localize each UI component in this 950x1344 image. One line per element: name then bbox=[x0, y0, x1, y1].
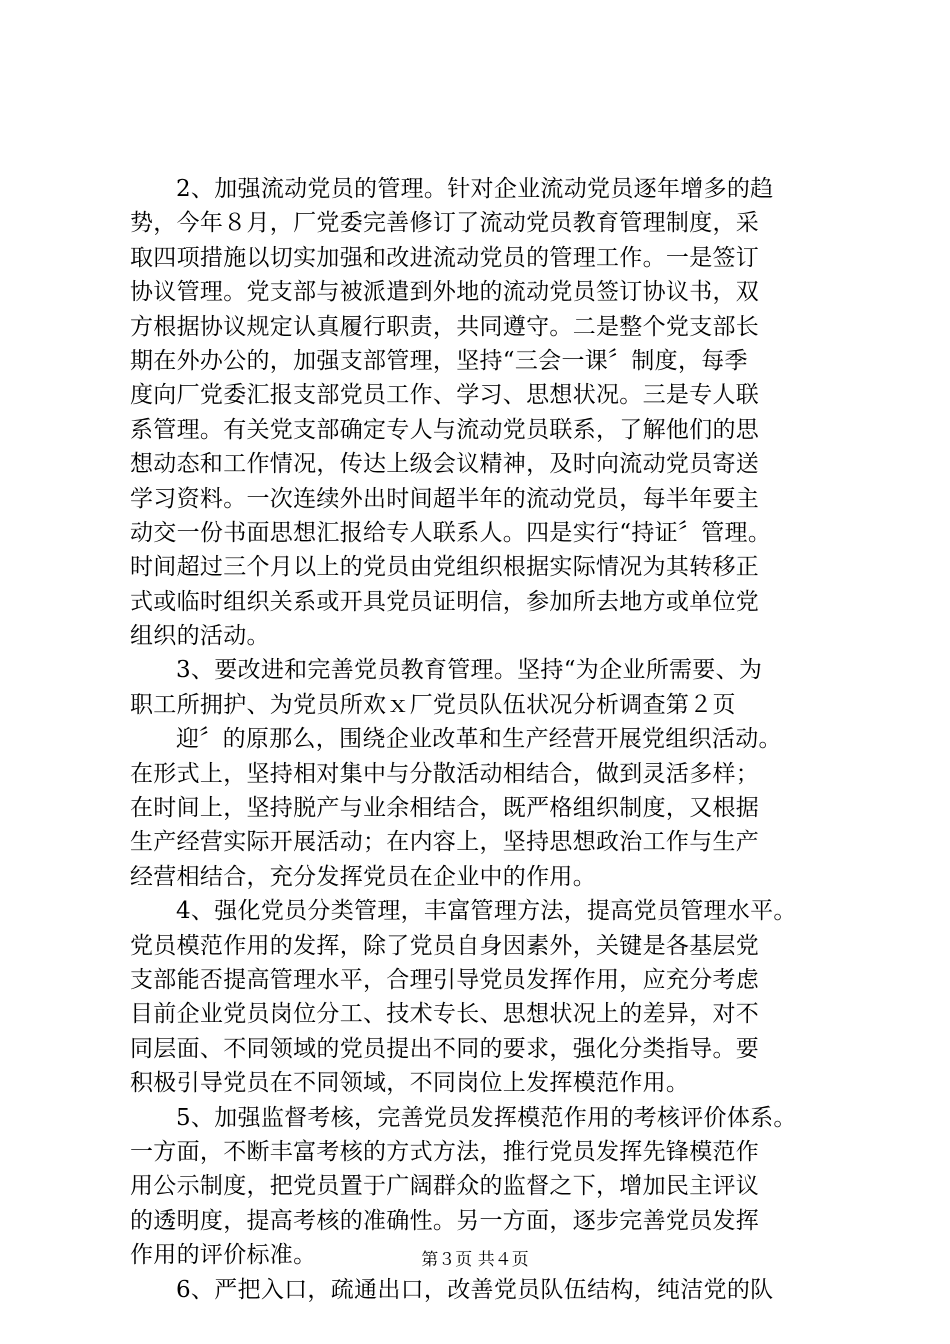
text-line: 积极引导党员在不同领域，不同岗位上发挥模范作用。 bbox=[130, 1070, 690, 1097]
text-line: 取四项措施以切实加强和改进流动党员的管理工作。一是签订 bbox=[130, 244, 760, 271]
text-line: 期在外办公的，加强支部管理，坚持“三会一课〞制度，每季 bbox=[130, 347, 748, 374]
text-line: 作用的评价标准。 bbox=[130, 1242, 317, 1269]
text-line: 6、严把入口，疏通出口，改善党员队伍结构，纯洁党的队 bbox=[176, 1276, 774, 1303]
text-line: 方根据协议规定认真履行职责，共同遵守。二是整个党支部长 bbox=[130, 313, 760, 340]
text-line: 4、强化党员分类管理，丰富管理方法，提高党员管理水平。 bbox=[176, 898, 797, 925]
text-line: 支部能否提高管理水平，合理引导党员发挥作用，应充分考虑 bbox=[130, 966, 760, 993]
text-line: 度向厂党委汇报支部党员工作、学习、思想状况。三是专人联 bbox=[130, 382, 760, 409]
text-line: 势，今年８月，厂党委完善修订了流动党员教育管理制度，采 bbox=[130, 210, 760, 237]
text-line: 目前企业党员岗位分工、技术专长、思想状况上的差异，对不 bbox=[130, 1001, 760, 1028]
text-line: 一方面，不断丰富考核的方式方法，推行党员发挥先锋模范作 bbox=[130, 1138, 760, 1165]
text-line: 在形式上，坚持相对集中与分散活动相结合，做到灵活多样； bbox=[130, 760, 760, 787]
text-line: 生产经营实际开展活动；在内容上，坚持思想政治工作与生产 bbox=[130, 829, 760, 856]
text-line: 用公示制度，把党员置于广阔群众的监督之下，增加民主评议 bbox=[130, 1173, 760, 1200]
text-line: 3、要改进和完善党员教育管理。坚持“为企业所需要、为 bbox=[176, 657, 763, 684]
text-line: 经营相结合，充分发挥党员在企业中的作用。 bbox=[130, 863, 596, 890]
text-line: 2、加强流动党员的管理。针对企业流动党员逐年增多的趋 bbox=[176, 176, 774, 202]
text-line: 职工所拥护、为党员所欢ｘ厂党员队伍状况分析调查第２页 bbox=[130, 691, 736, 718]
text-line: 动交一份书面思想汇报给专人联系人。四是实行“持证〞管理。 bbox=[130, 519, 772, 546]
text-line: 党员模范作用的发挥，除了党员自身因素外，关键是各基层党 bbox=[130, 932, 760, 959]
text-line: 想动态和工作情况，传达上级会议精神，及时向流动党员寄送 bbox=[130, 451, 760, 478]
text-line: 系管理。有关党支部确定专人与流动党员联系，了解他们的思 bbox=[130, 416, 760, 443]
text-line: 同层面、不同领域的党员提出不同的要求，强化分类指导。要 bbox=[130, 1035, 760, 1062]
document-body bbox=[130, 172, 850, 1307]
text-line: 式或临时组织关系或开具党员证明信，参加所去地方或单位党 bbox=[130, 588, 760, 615]
text-line: 时间超过三个月以上的党员由党组织根据实际情况为其转移正 bbox=[130, 554, 760, 581]
text-line: 组织的活动。 bbox=[130, 623, 270, 650]
text-line: 的透明度，提高考核的准确性。另一方面，逐步完善党员发挥 bbox=[130, 1207, 760, 1234]
text-line: 协议管理。党支部与被派遣到外地的流动党员签订协议书，双 bbox=[130, 279, 760, 306]
text-line: 5、加强监督考核，完善党员发挥模范作用的考核评价体系。 bbox=[176, 1104, 797, 1131]
text-line: 学习资料。一次连续外出时间超半年的流动党员，每半年要主 bbox=[130, 485, 760, 512]
text-line: 在时间上，坚持脱产与业余相结合，既严格组织制度，又根据 bbox=[130, 795, 760, 822]
page-footer: 第３页 共４页 bbox=[421, 1250, 529, 1270]
text-line: 迎〞的原那么，围绕企业改革和生产经营开展党组织活动。 bbox=[176, 726, 782, 753]
